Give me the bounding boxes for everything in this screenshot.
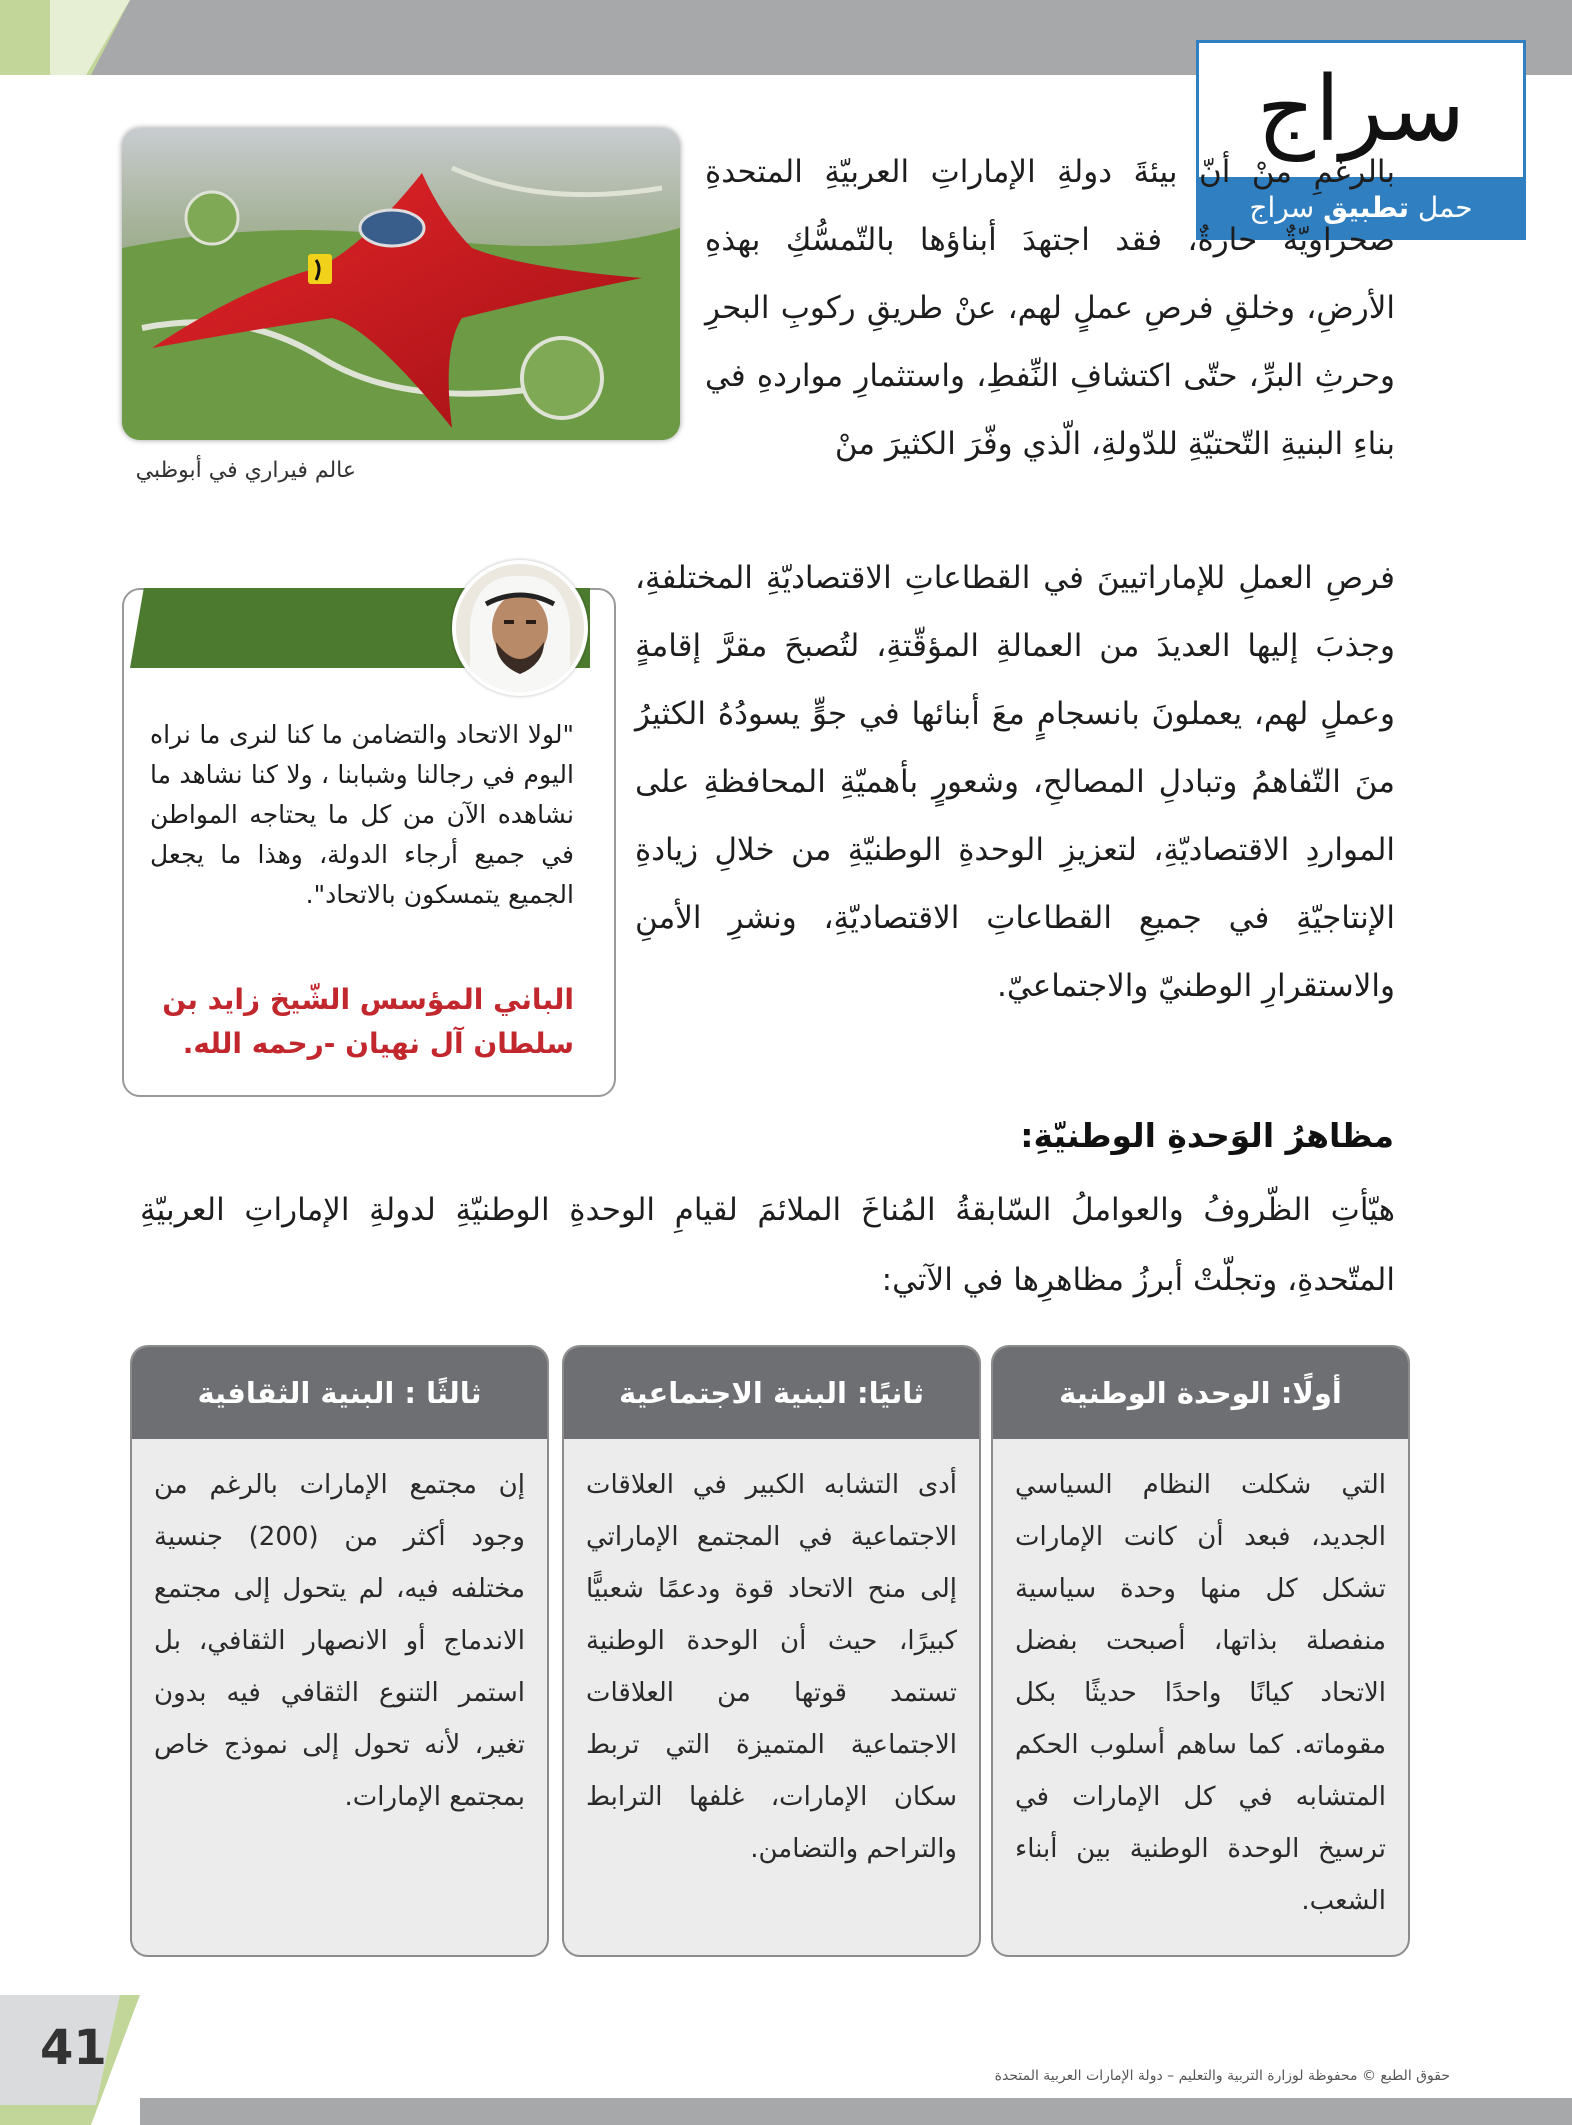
quote-author: الباني المؤسس الشّيخ زايد بن سلطان آل نهيان -رحمه الله. [162, 983, 574, 1060]
copyright-footer: حقوق الطبع © محفوظة لوزارة التربية والتعليم – دولة الإمارات العربية المتحدة [994, 2068, 1450, 2084]
section-heading: مظاهرُ الوَحدةِ الوطنيّةِ: [1020, 1116, 1394, 1155]
card-cultural-structure [130, 1345, 549, 1957]
portrait-illustration [456, 564, 584, 692]
sheikh-zayed-portrait [452, 560, 588, 696]
quote-text: "لولا الاتحاد والتضامن ما كنا لنرى ما نراه اليوم في رجالنا وشبابنا ، ولا كنا نشاهد ما نشاهده الآن من كل ما يحتاجه المواطن في جميع أرجاء الدولة، وهذا ما يجعل الجميع يتمسكون بالاتحاد". [150, 720, 574, 909]
ferrari-world-photo [122, 128, 680, 440]
card-social-structure [562, 1345, 981, 1957]
body-paragraph-1: بالرغمِ منْ أنّ بيئةَ دولةِ الإماراتِ العربيّةِ المتحدةِ صحراويّةٌ حارةٌ، فقد اجتهدَ أبناؤها بالتّمسُّكِ بهذهِ الأرضِ، وخلقِ فرصِ عملٍ لهم، عنْ طريقِ ركوبِ البحرِ وحرثِ البرِّ، حتّى اكتشافِ النِّفطِ، واستثمارِ مواردهِ في بناءِ البنيةِ التّحتيّةِ للدّولةِ، الّذي وفّرَ الكثيرَ منْ [705, 154, 1395, 462]
card-body: أدى التشابه الكبير في العلاقات الاجتماعية في المجتمع الإماراتي إلى منح الاتحاد قوة ودعمًا شعبيًّا كبيرًا، حيث أن الوحدة الوطنية تستمد قوتها من العلاقات الاجتماعية المتميزة التي تربط سكان الإمارات، غلفها الترابط والتراحم والتضامن. [586, 1470, 957, 1864]
card-title: أولًا: الوحدة الوطنية [993, 1347, 1408, 1439]
card-title: ثالثًا : البنية الثقافية [132, 1347, 547, 1439]
card-title: ثانيًا: البنية الاجتماعية [564, 1347, 979, 1439]
siraj-tagline-prefix: حمل [1417, 190, 1473, 224]
card-national-unity [991, 1345, 1410, 1957]
section-intro: هيّأتِ الظّروفُ والعواملُ السّابقةُ المُناخَ الملائمَ لقيامِ الوحدةِ الوطنيّةِ لدولةِ الإماراتِ العربيّةِ المتّحدةِ، وتجلّتْ أبرزُ مظاهرِها في الآتي: [140, 1192, 1395, 1298]
page-number: 41 [40, 2020, 107, 2076]
ferrari-world-illustration [122, 128, 680, 440]
siraj-tagline-suffix: سراج [1249, 190, 1315, 224]
siraj-tagline-bold: تطبيق [1323, 190, 1409, 224]
card-body: إن مجتمع الإمارات بالرغم من وجود أكثر من (200) جنسية مختلفه فيه، لم يتحول إلى مجتمع الاندماج أو الانصهار الثقافي، بل استمر التنوع الثقافي فيه بدون تغير، لأنه تحول إلى نموذج خاص بمجتمع الإمارات. [154, 1470, 525, 1812]
photo-caption: عالم فيراري في أبوظبي [135, 458, 356, 483]
card-body: التي شكلت النظام السياسي الجديد، فبعد أن كانت الإمارات تشكل كل منها وحدة سياسية منفصلة بذاتها، أصبحت بفضل الاتحاد كيانًا واحدًا حديثًا بكل مقوماته. كما ساهم أسلوب الحكم المتشابه في كل الإمارات في ترسيخ الوحدة الوطنية بين أبناء الشعب. [1015, 1470, 1386, 1916]
body-paragraph-2: فرصِ العملِ للإماراتيينَ في القطاعاتِ الاقتصاديّةِ المختلفةِ، وجذبَ إليها العديدَ من العمالةِ المؤقّتةِ، لتُصبحَ مقرَّ إقامةٍ وعملٍ لهم، يعملونَ بانسجامٍ معَ أبنائها في جوٍّ يسودُهُ الكثيرُ منَ التّفاهمُ وتبادلِ المصالحِ، وشعورٍ بأهميّةِ المحافظةِ على المواردِ الاقتصاديّةِ، لتعزيزِ الوحدةِ الوطنيّةِ من خلالِ زيادةِ الإنتاجيّةِ في جميعِ القطاعاتِ الاقتصاديّةِ، ونشرِ الأمنِ والاستقرارِ الوطنيّ والاجتماعيّ. [635, 560, 1395, 1004]
bottom-bar [140, 2098, 1572, 2125]
siraj-logo: سراج [1256, 56, 1466, 162]
